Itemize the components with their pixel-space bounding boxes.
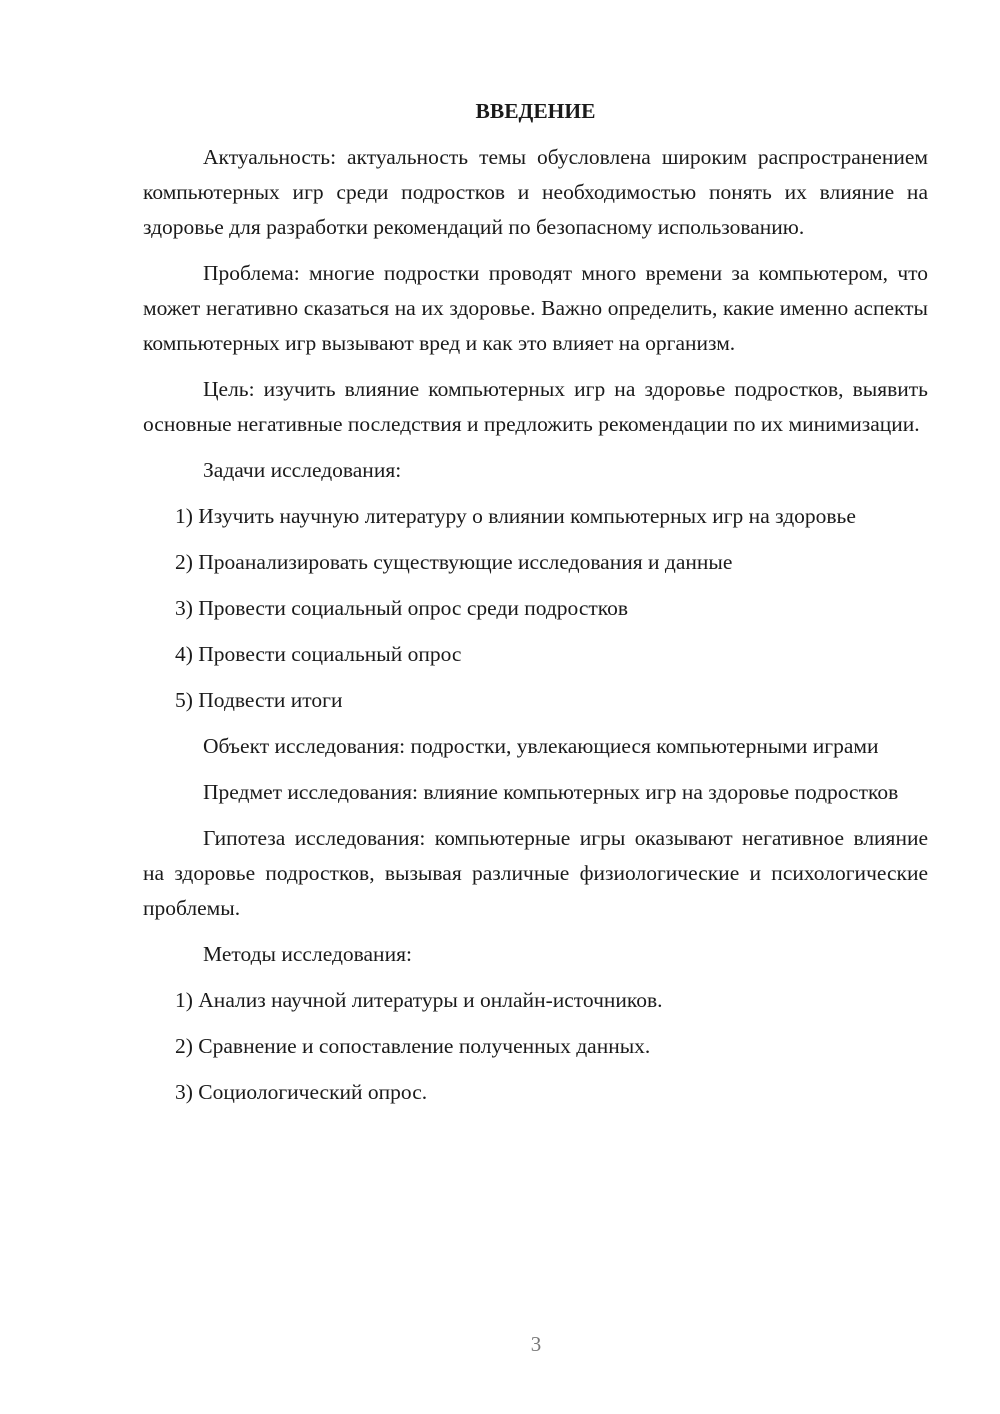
tasks-label: Задачи исследования: (203, 458, 402, 482)
method-item-2: 2) Сравнение и сопоставление полученных данных. (175, 1034, 651, 1058)
methods-label: Методы исследования: (203, 942, 412, 966)
task-item-3: 3) Провести социальный опрос среди подростков (175, 596, 629, 620)
methods-list (143, 983, 928, 1110)
task-item-4: 4) Провести социальный опрос (175, 642, 462, 666)
section-heading: ВВЕДЕНИЕ (475, 99, 596, 123)
subject-paragraph: Предмет исследования: влияние компьютерных игр на здоровье подростков (203, 780, 899, 804)
task-item-5: 5) Подвести итоги (175, 688, 343, 712)
task-item-2: 2) Проанализировать существующие исследования и данные (175, 550, 733, 574)
relevance-paragraph: Актуальность: актуальность темы обусловлена широким распространением компьютерных игр среди подростков и необходимостью понять их влияние на здоровье для разработки рекомендаций по безопасному использованию. (143, 145, 928, 239)
task-item-1: 1) Изучить научную литературу о влиянии компьютерных игр на здоровье (175, 504, 856, 528)
document-page (143, 94, 928, 1121)
page-number: 3 (530, 1332, 542, 1356)
tasks-list (143, 499, 928, 718)
problem-paragraph: Проблема: многие подростки проводят много времени за компьютером, что может негативно сказаться на их здоровье. Важно определить, какие именно аспекты компьютерных игр вызывают вред и как это влияет на организм. (143, 261, 928, 355)
goal-paragraph: Цель: изучить влияние компьютерных игр на здоровье подростков, выявить основные негативные последствия и предложить рекомендации по их минимизации. (143, 377, 928, 436)
method-item-1: 1) Анализ научной литературы и онлайн-источников. (175, 988, 663, 1012)
object-paragraph: Объект исследования: подростки, увлекающиеся компьютерными играми (203, 734, 879, 758)
hypothesis-paragraph: Гипотеза исследования: компьютерные игры оказывают негативное влияние на здоровье подростков, вызывая различные физиологические и психологические проблемы. (143, 826, 928, 920)
method-item-3: 3) Социологический опрос. (175, 1080, 428, 1104)
